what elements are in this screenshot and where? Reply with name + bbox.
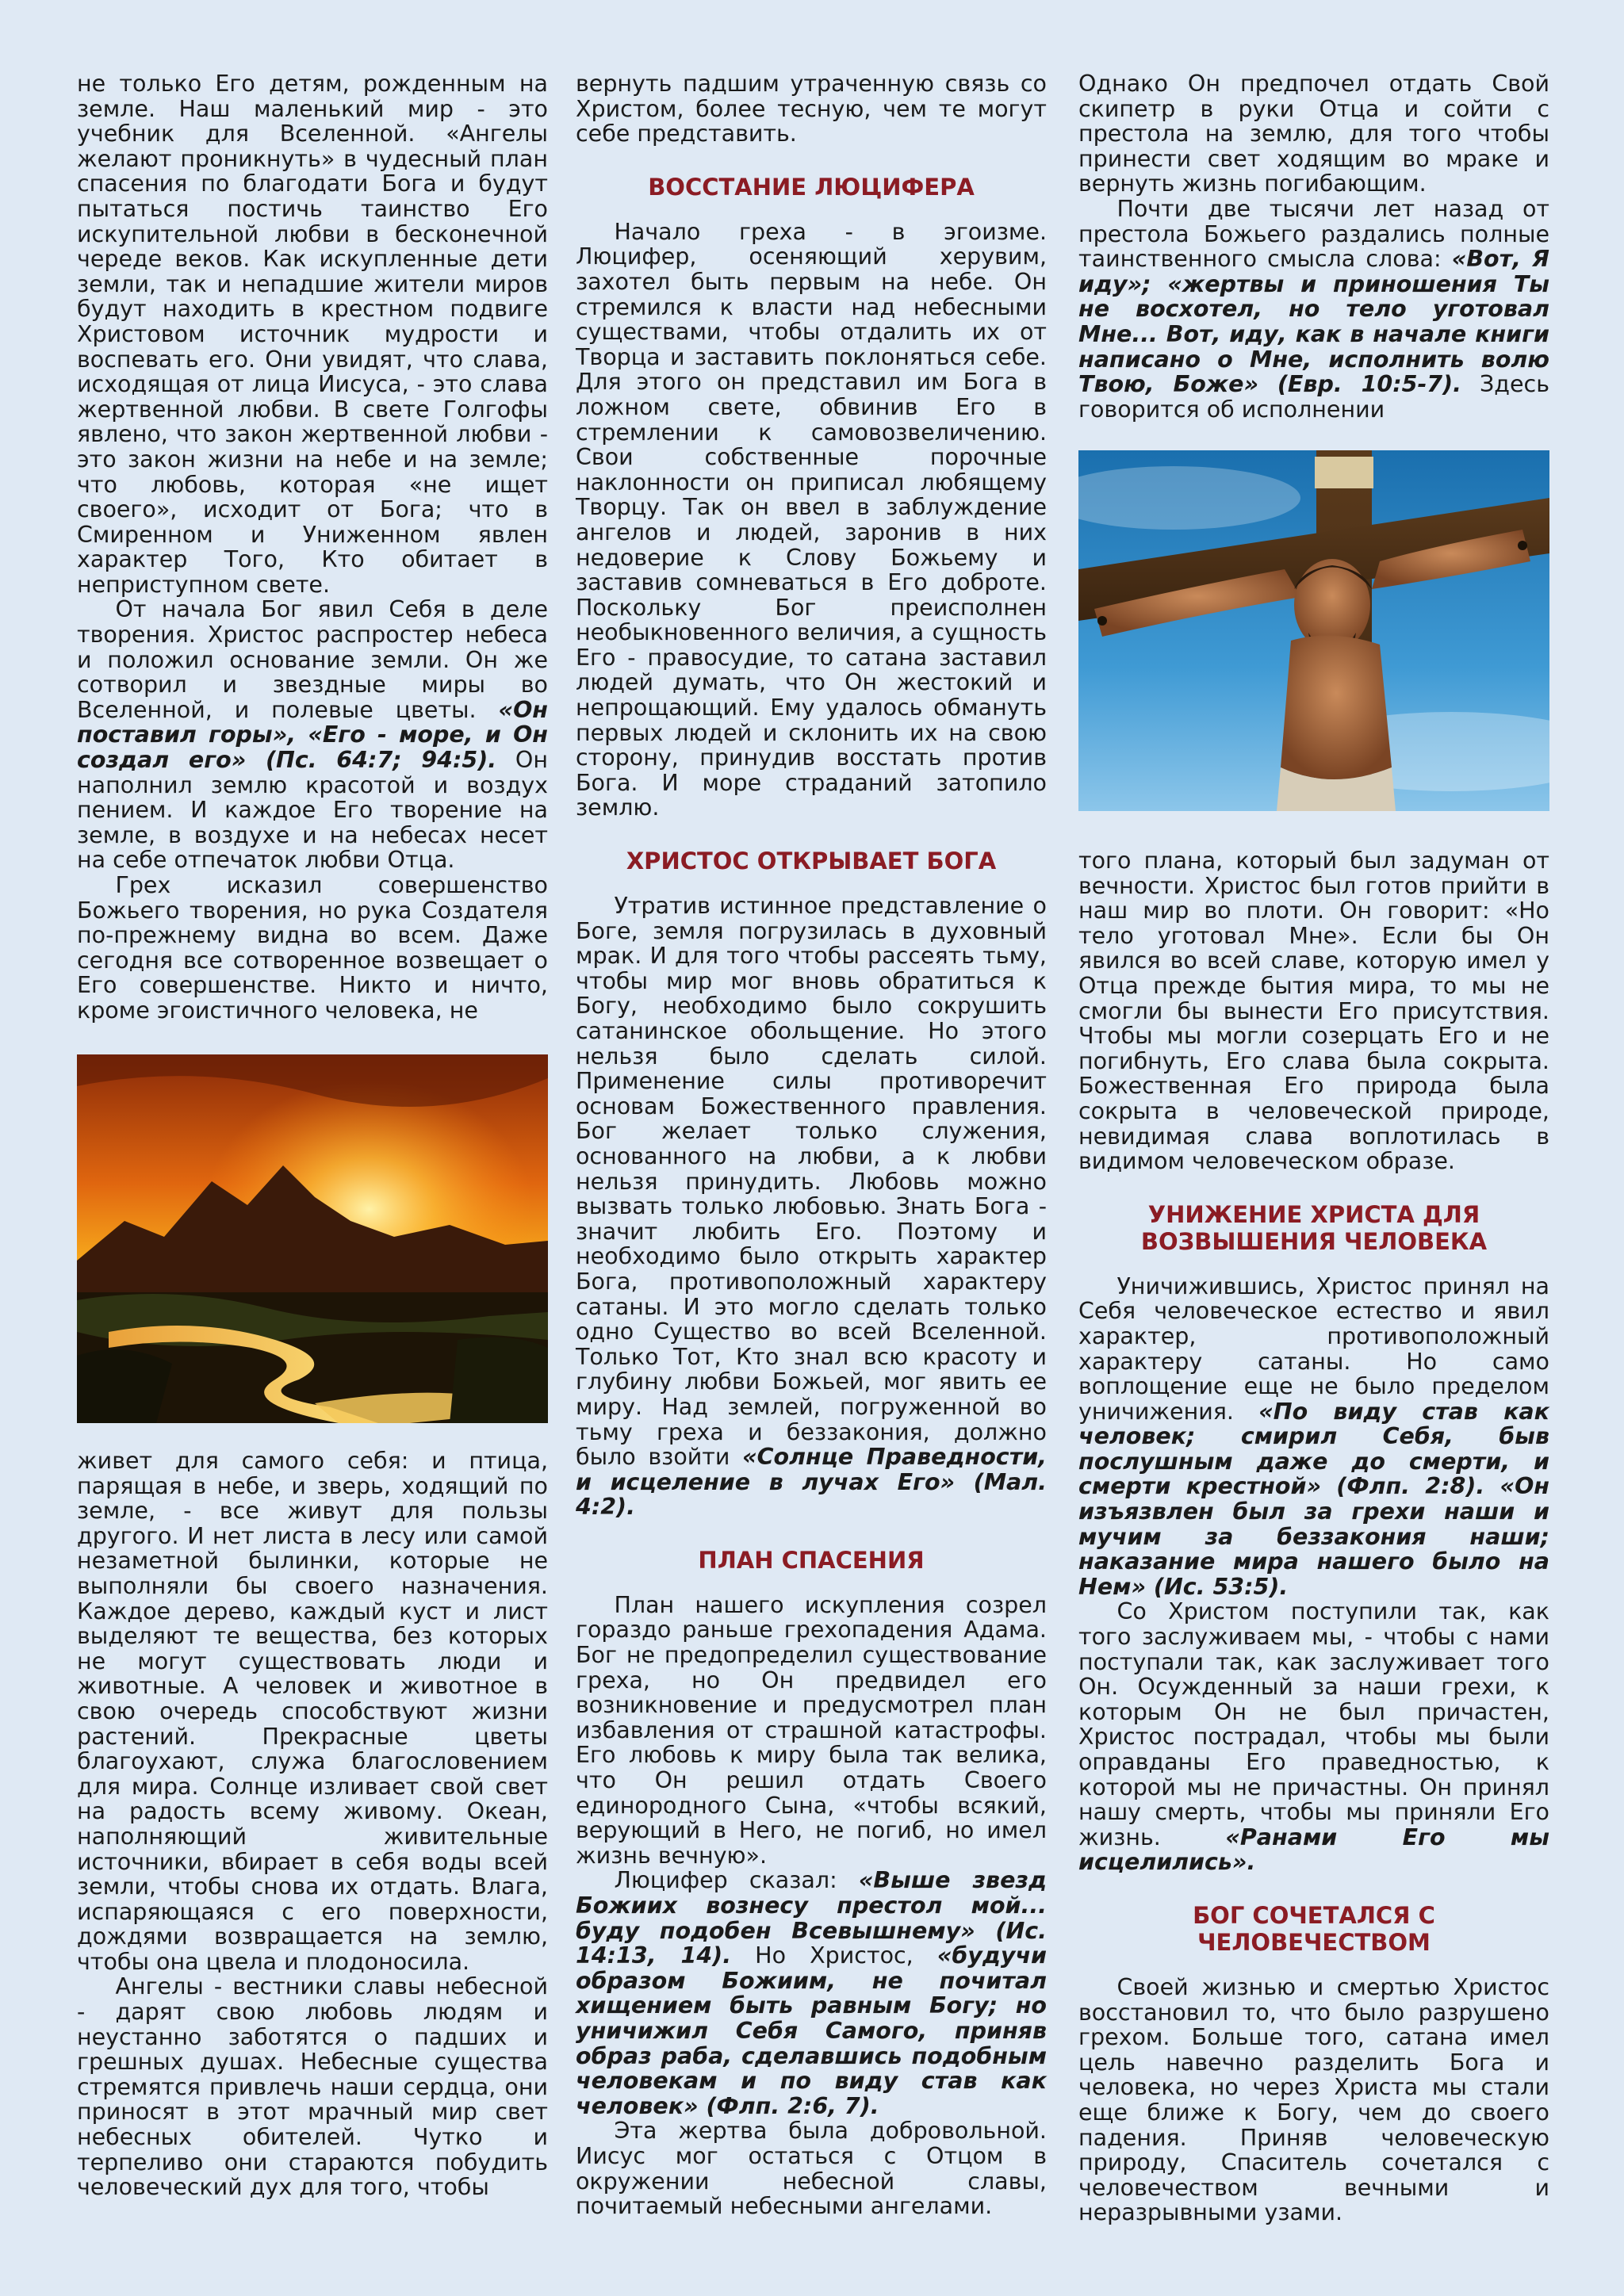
paragraph	[77, 597, 548, 873]
section-heading: ВОССТАНИЕ ЛЮЦИФЕРА	[648, 173, 975, 201]
scripture-quote: «Он поставил горы», «Его - море, и Он создал его» (Пс. 64:7; 94:5).	[77, 696, 548, 774]
paragraph	[1078, 1274, 1549, 1600]
text-run: Почти две тысячи лет назад от престола Божьего раздались полные таинственного смысла слова:	[1078, 195, 1549, 273]
scripture-quote: «Ранами Его мы исцелились».	[1078, 1823, 1549, 1876]
text-run: Со Христом поступили так, как того заслуживаем мы, - чтобы с нами поступали так, как заслуживает того Он. Осужденный за наши грехи, к которым Он не был причастен, Христос пострадал, чтобы мы были оправданы Его праведностью, к которой мы не причастны. Он принял нашу смерть, чтобы мы приняли Его жизнь.	[1078, 1598, 1549, 1850]
section-heading: ПЛАН СПАСЕНИЯ	[698, 1546, 925, 1574]
sunset-mountain-river-image	[77, 1054, 548, 1423]
column-1-continued	[77, 1448, 548, 2200]
column-2	[576, 71, 1047, 2219]
crucifixion-image	[1078, 450, 1549, 811]
text-run: Уничижившись, Христос принял на Себя человеческое естество и явил характер, противоположный характеру сатаны. Но само воплощение еще не было пределом уничижения.	[1078, 1272, 1549, 1425]
paragraph	[1078, 1599, 1549, 1875]
paragraph: Ангелы - вестники славы небесной - дарят свою любовь людям и неустанно заботятся о падших и грешных душах. Небесные существа стремятся привлечь наши сердца, они приносят в этот мрачный мир свет небесных обителей. Чутко и терпеливо они стараются побудить человеческий дух для того, чтобы	[77, 1973, 548, 2201]
column-3	[1078, 71, 1549, 422]
paragraph: не только Его детям, рожденным на земле. Наш маленький мир - это учебник для Вселенной. «Ангелы желают проникнуть» в чудесный план спасения по благодати Бога и будут пытаться постичь таинство Его искупительной любви в бесконечной череде веков. Как искупленные дети земли, так и непадшие жители миров будут находить в крестном подвиге Христовом источник мудрости и воспевать его. Они увидят, что слава, исходящая от лица Иисуса, - это слава жертвенной любви. В свете Голгофы явлено, что закон жертвенной любви - это закон жизни на небе и на земле; что любовь, которая «не ищет своего», исходит от Бога; что в Смиренном и Униженном явлен характер Того, Кто обитает в неприступном свете.	[77, 71, 548, 598]
column-3-continued	[1078, 848, 1549, 2225]
paragraph: живет для самого себя: и птица, парящая в небе, и зверь, ходящий по земле, - все живут для пользы другого. И нет листа в лесу или самой незаметной былинки, которые не выполняли бы своего назначения. Каждое дерево, каждый куст и лист выделяют те вещества, без которых не могут существовать люди и животные. А человек и животное в свою очередь способствуют жизни растений. Прекрасные цветы благоухают, служа благословением для мира. Солнце изливает свой свет на радость всему живому. Океан, наполняющий живительные источники, вбирает в себя воды всей земли, чтобы снова их отдать. Влага, испаряющаяся с его поверхности, дождями возвращается на землю, чтобы она цвела и плодоносила.	[77, 1448, 548, 1975]
section-heading: БОГ СОЧЕТАЛСЯ С ЧЕЛОВЕЧЕСТВОМ	[1193, 1901, 1435, 1956]
paragraph: Однако Он предпочел отдать Свой скипетр в руки Отца и сойти с престола на землю, для того чтобы принести свет ходящим во мраке и вернуть жизнь погибающим.	[1078, 71, 1549, 197]
paragraph: вернуть падшим утраченную связь со Христом, более тесную, чем те могут себе представить.	[576, 71, 1047, 147]
paragraph: План нашего искупления созрел гораздо раньше грехопадения Адама. Бог не предопределил существование греха, но Он предвидел его возникновение и предусмотрел план избавления от страшной катастрофы. Его любовь к миру была так велика, что Он решил отдать Своего единородного Сына, «чтобы всякий, верующий в Него, не погиб, но имел жизнь вечную».	[576, 1591, 1047, 1869]
scripture-quote: «Выше звезд Божиих вознесу престол мой... буду подобен Всевышнему» (Ис. 14:13, 14).	[576, 1867, 1048, 1969]
scripture-quote: «По виду став как человек; смирил Себя, быв послушным даже до смерти, и смерти крестной» (Флп. 2:8). «Он изъязвлен был за грехи наши и мучим за беззакония наши; наказание мира нашего было на Нем» (Ис. 53:5).	[1078, 1398, 1549, 1600]
paragraph	[576, 1868, 1047, 2118]
text-run: Люцифер сказал:	[614, 1867, 837, 1894]
text-run: Утратив истинное представление о Боге, земля погрузилась в духовный мрак. И для того чтобы рассеять тьму, чтобы мир мог вновь обратиться к Богу, необходимо было сокрушить сатанинское обольщение. Но этого нельзя было сделать силой. Применение силы противоречит основам Божественного правления. Бог желает только служения, основанного на любви, а к любви нельзя принудить. Любовь можно вызвать только любовью. Знать Бога - значит любить Его. Поэтому и необходимо было открыть характер Бога, противоположный характеру сатаны. И это могло сделать только одно Существо во всей Вселенной. Только Тот, Кто знал всю красоту и глубину любви Божьей, мог явить ее миру. Над землей, погруженной во тьму греха и беззакония, должно было взойти	[576, 893, 1047, 1471]
scripture-quote: «Солнце Праведности, и исцеление в лучах Его» (Мал. 4:2).	[576, 1444, 1048, 1521]
text-run: Но Христос,	[755, 1942, 914, 1969]
scripture-quote: «будучи образом Божиим, не почитал хищением быть равным Богу; но уничижил Себя Самого, приняв образ раба, сделавшись подобным человекам и по виду став как человек» (Флп. 2:6, 7).	[576, 1942, 1047, 2119]
paragraph: Своей жизнью и смертью Христос восстановил то, что было разрушено грехом. Больше того, сатана имел цель навечно разделить Бога и человека, но через Христа мы стали еще ближе к Богу, чем до своего падения. Приняв человеческую природу, Спаситель сочетался с человечеством вечными и неразрывными узами.	[1078, 1973, 1549, 2226]
paragraph	[1078, 197, 1549, 422]
text-run: От начала Бог явил Себя в деле творения. Христос распростер небеса и положил основание земли. Он же сотворил и звездные миры во Вселенной, и полевые цветы.	[77, 596, 548, 723]
column-1	[77, 71, 548, 1024]
section-heading: УНИЖЕНИЕ ХРИСТА ДЛЯ ВОЗВЫШЕНИЯ ЧЕЛОВЕКА	[1140, 1200, 1488, 1255]
paragraph: того плана, который был задуман от вечности. Христос был готов прийти в наш мир во плоти. Он говорит: «Но тело уготовал Мне». Если бы Он явился во всей славе, которую имел у Отца прежде бытия мира, то мы не смогли бы вынести Его присутствия. Чтобы мы могли созерцать Его и не погибнуть, Его слава была сокрыта. Божественная Его природа была сокрыта в человеческой природе, невидимая слава воплотилась в видимом человеческом образе.	[1078, 848, 1549, 1175]
paragraph: Эта жертва была добровольной. Иисус мог остаться с Отцом в окружении небесной славы, почитаемый небесными ангелами.	[576, 2118, 1047, 2220]
section-heading: ХРИСТОС ОТКРЫВАЕТ БОГА	[626, 848, 997, 875]
scripture-quote: «Вот, Я иду»; «жертвы и приношения Ты не восхотел, но тело уготовал Мне... Вот, иду, как в начале книги написано о Мне, исполнить волю Твою, Боже» (Евр. 10:5-7).	[1078, 246, 1549, 398]
paragraph	[576, 894, 1047, 1520]
text-run: Здесь говорится об исполнении	[1078, 371, 1549, 423]
paragraph: Грех исказил совершенство Божьего творения, но рука Создателя по-прежнему видна во всем. Даже сегодня все сотворенное возвещает о Его совершенстве. Никто и ничто, кроме эгоистичного человека, не	[77, 872, 548, 1024]
paragraph: Начало греха - в эгоизме. Люцифер, осеняющий херувим, захотел быть первым на небе. Он стремился к власти над небесными существами, чтобы отдалить их от Творца и заставить поклоняться себе. Для этого он представил им Бога в ложном свете, обвинив Его в стремлении к самовозвеличению. Свои собственные порочные наклонности он приписал любящему Творцу. Так он ввел в заблуждение ангелов и людей, заронив в них недоверие к Слову Божьему и заставив сомневаться в Его доброте. Поскольку Бог преисполнен необыкновенного величия, а сущность Его - правосудие, то сатана заставил людей думать, что Он жестокий и непрощающий. Ему удалось обмануть первых людей и склонить их на свою сторону, принудив восстать против Бога. И море страданий затопило землю.	[576, 218, 1047, 821]
text-run: Он наполнил землю красотой и воздух пением. И каждое Его творение на земле, в воздухе и на небесах несет на себе отпечаток любви Отца.	[77, 747, 548, 874]
